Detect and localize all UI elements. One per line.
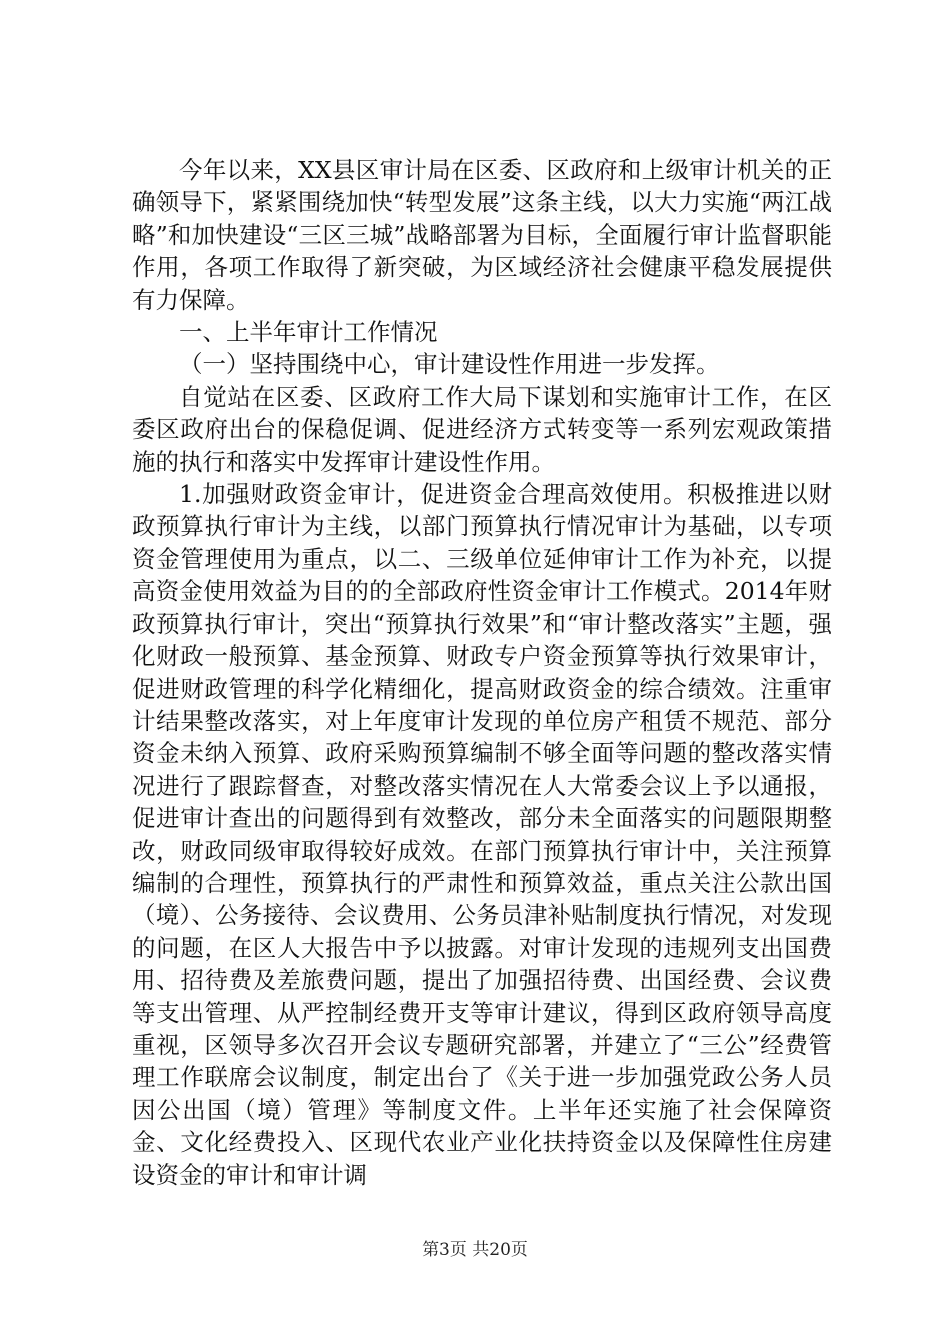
section-heading: 一、上半年审计工作情况 [179, 318, 438, 347]
intro-paragraph: 今年以来，XX县区审计局在区委、区政府和上级审计机关的正确领导下，紧紧围绕加快“转型发展”这条主线，以大力实施“两江战略”和加快建设“三区三城”战略部署为目标，全面履行审计监督职能作用，各项工作取得了新突破，为区域经济社会健康平稳发展提供有力保障。 [132, 156, 832, 314]
item-paragraph: 1.加强财政资金审计，促进资金合理高效使用。积极推进以财政预算执行审计为主线，以部门预算执行情况审计为基础，以专项资金管理使用为重点，以二、三级单位延伸审计工作为补充，以提高资金使用效益为目的的全部政府性资金审计工作模式。2014年财政预算执行审计，突出“预算执行效果”和“审计整改落实”主题，强化财政一般预算、基金预算、财政专户资金预算等执行效果审计，促进财政管理的科学化精细化，提高财政资金的综合绩效。注重审计结果整改落实，对上年度审计发现的单位房产租赁不规范、部分资金未纳入预算、政府采购预算编制不够全面等问题的整改落实情况进行了跟踪督查，对整改落实情况在人大常委会议上予以通报，促进审计查出的问题得到有效整改，部分未全面落实的问题限期整改，财政同级审取得较好成效。在部门预算执行审计中，关注预算编制的合理性，预算执行的严肃性和预算效益，重点关注公款出国（境）、公务接待、会议费用、公务员津补贴制度执行情况，对发现的问题，在区人大报告中予以披露。对审计发现的违规列支出国费用、招待费及差旅费问题，提出了加强招待费、出国经费、会议费等支出管理、从严控制经费开支等审计建议，得到区政府领导高度重视，区领导多次召开会议专题研究部署，并建立了“三公”经费管理工作联席会议制度，制定出台了《关于进一步加强党政公务人员因公出国（境）管理》等制度文件。上半年还实施了社会保障资金、文化经费投入、区现代农业产业化扶持资金以及保障性住房建设资金的审计和审计调 [132, 480, 832, 1189]
subsection-paragraph: 自觉站在区委、区政府工作大局下谋划和实施审计工作，在区委区政府出台的保稳促调、促进经济方式转变等一系列宏观政策措施的执行和落实中发挥审计建设性作用。 [132, 382, 832, 476]
document-body [132, 154, 832, 1191]
subsection-heading: （一）坚持围绕中心，审计建设性作用进一步发挥。 [179, 350, 720, 379]
page-number-footer: 第3页 共20页 [422, 1240, 528, 1260]
